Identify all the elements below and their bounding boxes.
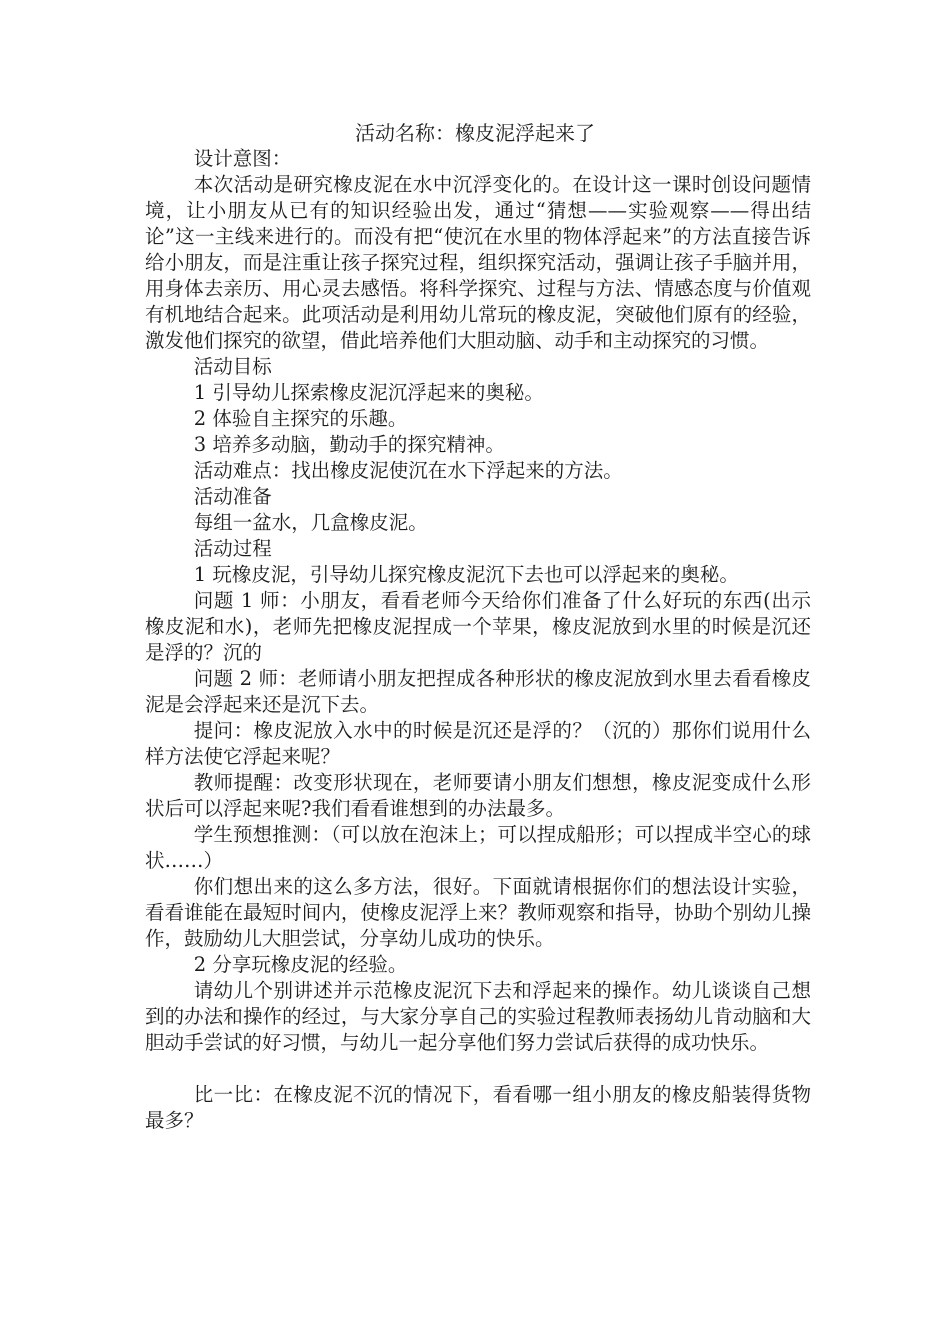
paragraph-design-intent: 本次活动是研究橡皮泥在水中沉浮变化的。在设计这一课时创设问题情境，让小朋友从已有的知识经验出发，通过“猜想——实验观察——得出结论”这一主线来进行的。而没有把“使沉在水里的物体浮起来”的方法直接告诉给小朋友，而是注重让孩子探究过程，组织探究活动，强调让孩子手脑并用，用身体去亲历、用心灵去感悟。将科学探究、过程与方法、情感态度与价值观有机地结合起来。此项活动是利用幼儿常玩的橡皮泥，突破他们原有的经验，激发他们探究的欲望，借此培养他们大胆动脑、动手和主动探究的习惯。 bbox=[145, 173, 811, 352]
blank-line bbox=[145, 1056, 811, 1082]
paragraph-design-intent-heading: 设计意图： bbox=[193, 147, 292, 170]
paragraph-student-guess: 学生预想推测：（可以放在泡沫上；可以捏成船形；可以捏成半空心的球状……） bbox=[145, 823, 811, 872]
paragraph-preparation: 每组一盆水，几盒橡皮泥。 bbox=[193, 511, 428, 534]
paragraph-goals-heading: 活动目标 bbox=[193, 355, 272, 378]
document-body bbox=[145, 146, 811, 1134]
paragraph-experiment: 你们想出来的这么多方法，很好。下面就请根据你们的想法设计实验，看看谁能在最短时间内，使橡皮泥浮上来？教师观察和指导，协助个别幼儿操作，鼓励幼儿大胆尝试，分享幼儿成功的快乐。 bbox=[145, 875, 811, 950]
paragraph-process-step-2: 2 分享玩橡皮泥的经验。 bbox=[193, 953, 408, 976]
paragraph-question-2: 问题 2 师：老师请小朋友把捏成各种形状的橡皮泥放到水里去看看橡皮泥是会浮起来还是沉下去。 bbox=[145, 667, 811, 716]
paragraph-difficulty: 活动难点：找出橡皮泥使沉在水下浮起来的方法。 bbox=[193, 459, 623, 482]
paragraph-preparation-heading: 活动准备 bbox=[193, 485, 272, 508]
paragraph-goal-1: 1 引导幼儿探索橡皮泥沉浮起来的奥秘。 bbox=[193, 381, 544, 404]
paragraph-teacher-reminder: 教师提醒：改变形状现在，老师要请小朋友们想想，橡皮泥变成什么形状后可以浮起来呢?我们看看谁想到的办法最多。 bbox=[145, 771, 811, 820]
paragraph-ask: 提问：橡皮泥放入水中的时候是沉还是浮的？（沉的）那你们说用什么样方法使它浮起来呢？ bbox=[145, 719, 811, 768]
paragraph-process-step-1: 1 玩橡皮泥，引导幼儿探究橡皮泥沉下去也可以浮起来的奥秘。 bbox=[193, 563, 739, 586]
paragraph-question-1: 问题 1 师：小朋友，看看老师今天给你们准备了什么好玩的东西(出示橡皮泥和水)，老师先把橡皮泥捏成一个苹果，橡皮泥放到水里的时候是沉还是浮的？沉的 bbox=[145, 589, 811, 664]
paragraph-sharing: 请幼儿个别讲述并示范橡皮泥沉下去和浮起来的操作。幼儿谈谈自己想到的办法和操作的经过，与大家分享自己的实验过程教师表扬幼儿肯动脑和大胆动手尝试的好习惯，与幼儿一起分享他们努力尝试后获得的成功快乐。 bbox=[145, 979, 811, 1054]
document-title: 活动名称：橡皮泥浮起来了 bbox=[355, 121, 595, 145]
paragraph-goal-2: 2 体验自主探究的乐趣。 bbox=[193, 407, 408, 430]
paragraph-compare: 比一比：在橡皮泥不沉的情况下，看看哪一组小朋友的橡皮船装得货物最多？ bbox=[145, 1083, 811, 1132]
paragraph-goal-3: 3 培养多动脑，勤动手的探究精神。 bbox=[193, 433, 505, 456]
paragraph-process-heading: 活动过程 bbox=[193, 537, 272, 560]
